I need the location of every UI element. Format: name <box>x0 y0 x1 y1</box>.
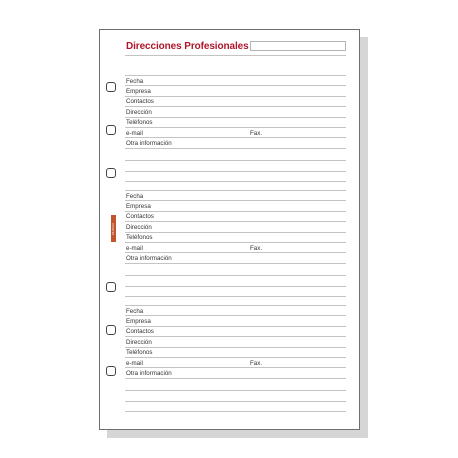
field-label: Empresa <box>126 202 151 210</box>
field-label: Otra información <box>126 254 172 262</box>
field-label: Contactos <box>126 328 154 336</box>
field-label: Teléfonos <box>126 234 153 242</box>
field-label: Otra información <box>126 369 172 377</box>
field-label: Teléfonos <box>126 119 153 127</box>
field-label: Dirección <box>126 108 152 116</box>
blank-write-line[interactable] <box>125 275 346 276</box>
field-label: Fecha <box>126 307 144 315</box>
write-line[interactable] <box>125 326 346 327</box>
binder-hole <box>106 325 116 335</box>
blank-write-line[interactable] <box>125 390 346 391</box>
write-line[interactable] <box>125 367 346 368</box>
field-label: Empresa <box>126 87 151 95</box>
blank-write-line[interactable] <box>125 411 346 412</box>
field-label: e-mail <box>126 244 143 252</box>
binder-hole <box>106 125 116 135</box>
write-line[interactable] <box>125 315 346 316</box>
section-top-rule <box>125 190 346 191</box>
write-line[interactable] <box>125 96 346 97</box>
field-label: e-mail <box>126 359 143 367</box>
write-line[interactable] <box>125 211 346 212</box>
blank-write-line[interactable] <box>125 181 346 182</box>
write-line[interactable] <box>125 252 346 253</box>
field-label: Fecha <box>126 77 144 85</box>
write-line[interactable] <box>125 378 346 379</box>
write-line[interactable] <box>125 357 346 358</box>
binder-hole <box>106 82 116 92</box>
blank-write-line[interactable] <box>125 296 346 297</box>
write-line[interactable] <box>125 232 346 233</box>
blank-write-line[interactable] <box>125 401 346 402</box>
write-line[interactable] <box>125 221 346 222</box>
fax-label: Fax. <box>250 359 263 367</box>
write-line[interactable] <box>125 117 346 118</box>
write-line[interactable] <box>125 200 346 201</box>
section-top-rule <box>125 75 346 76</box>
write-line[interactable] <box>125 347 346 348</box>
page-title: Direcciones Profesionales <box>126 41 249 52</box>
fax-label: Fax. <box>250 244 263 252</box>
field-label: Fecha <box>126 192 144 200</box>
write-line[interactable] <box>125 127 346 128</box>
field-label: Dirección <box>126 223 152 231</box>
brand-logo-text: FILOFAX <box>111 222 116 235</box>
write-line[interactable] <box>125 137 346 138</box>
field-label: Empresa <box>126 317 151 325</box>
write-line[interactable] <box>125 85 346 86</box>
binder-hole <box>106 282 116 292</box>
field-label: Contactos <box>126 213 154 221</box>
binder-hole <box>106 366 116 376</box>
field-label: Dirección <box>126 338 152 346</box>
write-line[interactable] <box>125 263 346 264</box>
write-line[interactable] <box>125 106 346 107</box>
organizer-page <box>99 29 360 430</box>
write-line[interactable] <box>125 336 346 337</box>
brand-logo <box>111 215 116 242</box>
blank-write-line[interactable] <box>125 171 346 172</box>
field-label: Otra información <box>126 139 172 147</box>
title-blank-field <box>250 41 346 51</box>
section-top-rule <box>125 305 346 306</box>
field-label: e-mail <box>126 129 143 137</box>
blank-write-line[interactable] <box>125 286 346 287</box>
write-line[interactable] <box>125 148 346 149</box>
title-rule <box>125 55 346 56</box>
field-label: Contactos <box>126 98 154 106</box>
write-line[interactable] <box>125 242 346 243</box>
field-label: Teléfonos <box>126 349 153 357</box>
blank-write-line[interactable] <box>125 160 346 161</box>
fax-label: Fax. <box>250 129 263 137</box>
binder-hole <box>106 168 116 178</box>
